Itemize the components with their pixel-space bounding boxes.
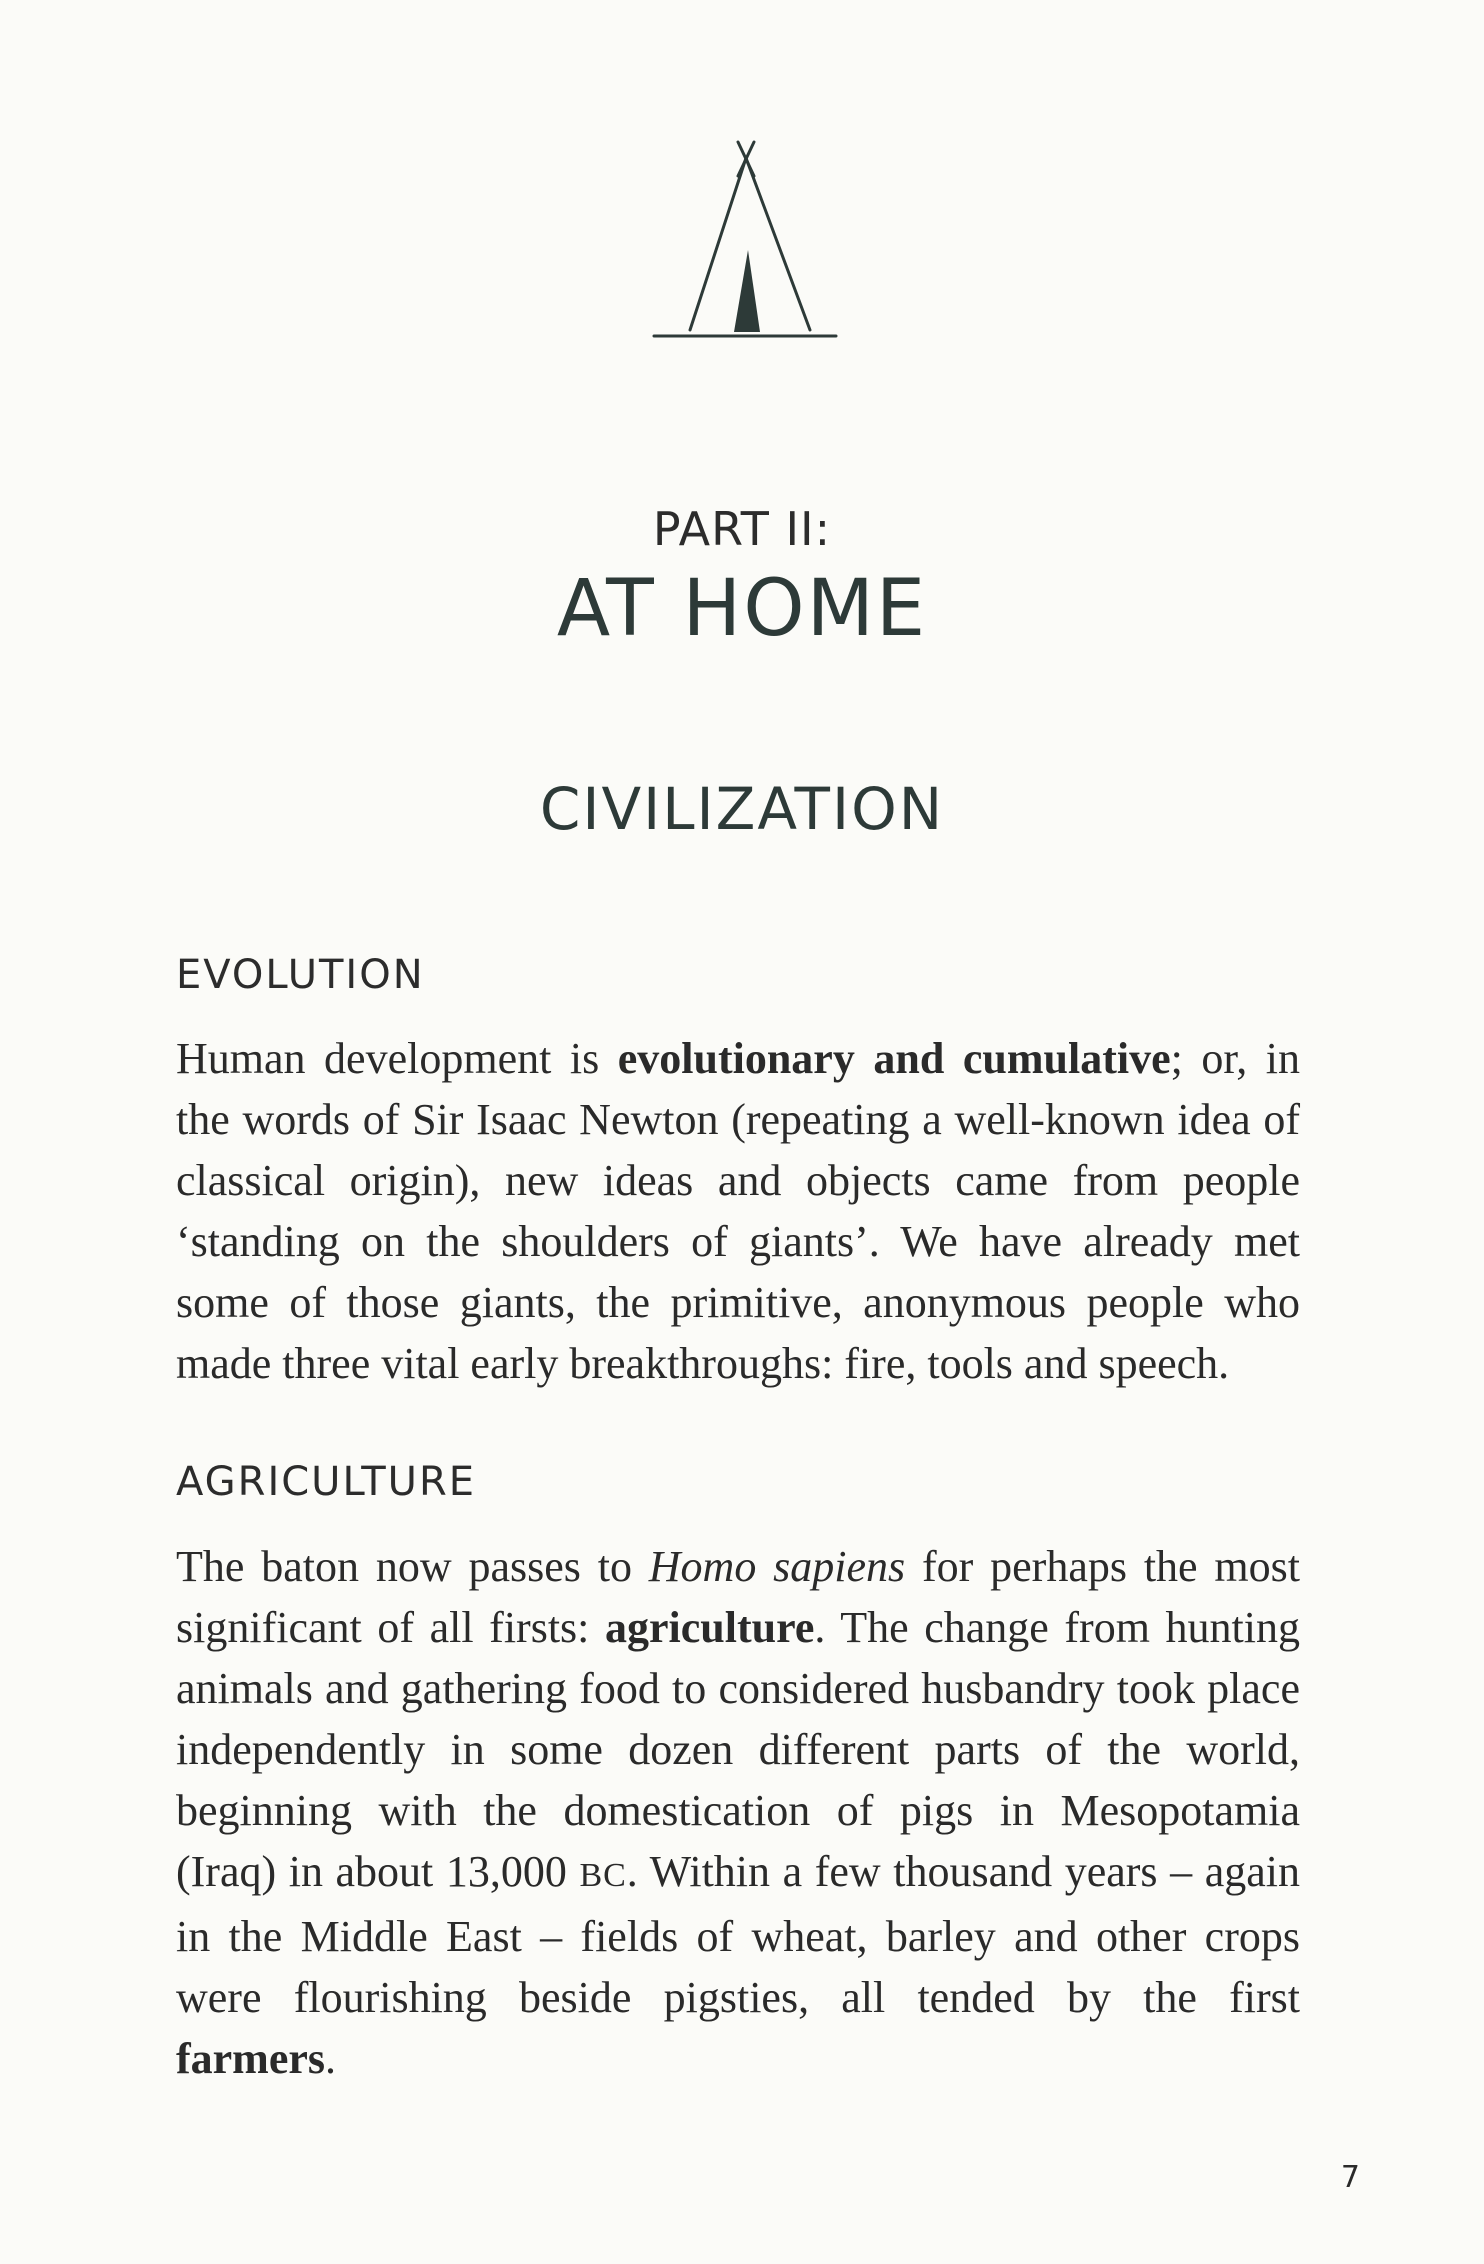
italic-term: Homo sapiens <box>648 1542 906 1591</box>
bold-term: farmers <box>176 2034 326 2083</box>
chapter-title: CIVILIZATION <box>539 775 945 843</box>
page-number: 7 <box>1340 2160 1360 2195</box>
paragraph-evolution <box>176 1028 1300 1394</box>
text-run: . The change from hunting animals and gathering food to considered husbandry took place independently in some dozen different parts of the world, beginning with the domestication of pigs in Mesopotamia (Iraq) in about 13,000 <box>176 1603 1300 1896</box>
text-run: ; or, in the words of Sir Isaac Newton (repeating a well-known idea of classical origin), new ideas and objects came from people ‘standing on the shoulders of giants’. We have already met some of those giants, the primitive, anonymous people who made three vital early breakthroughs: fire, tools and speech. <box>176 1034 1300 1388</box>
tepee-icon <box>650 132 840 350</box>
text-run: Human development is <box>176 1034 618 1083</box>
text-run: The baton now passes to <box>176 1542 649 1591</box>
text-run: . <box>325 2034 337 2083</box>
paragraph-agriculture <box>176 1536 1300 2089</box>
part-title: AT HOME <box>556 564 928 654</box>
text-run: . Within a few thousand years – again in the Middle East – fields of wheat, barley and other crops were flourishing beside pigsties, all tended by the first <box>176 1847 1300 2022</box>
section-heading-agriculture: AGRICULTURE <box>176 1459 477 1505</box>
text-run: for perhaps the most significant of all firsts: <box>176 1542 1300 1652</box>
section-heading-evolution: EVOLUTION <box>176 952 425 998</box>
bold-term: evolutionary and cumulative <box>617 1034 1171 1083</box>
bold-term: agriculture <box>605 1603 815 1652</box>
part-label: PART II: <box>652 502 832 556</box>
small-caps-term: BC <box>579 1857 627 1894</box>
